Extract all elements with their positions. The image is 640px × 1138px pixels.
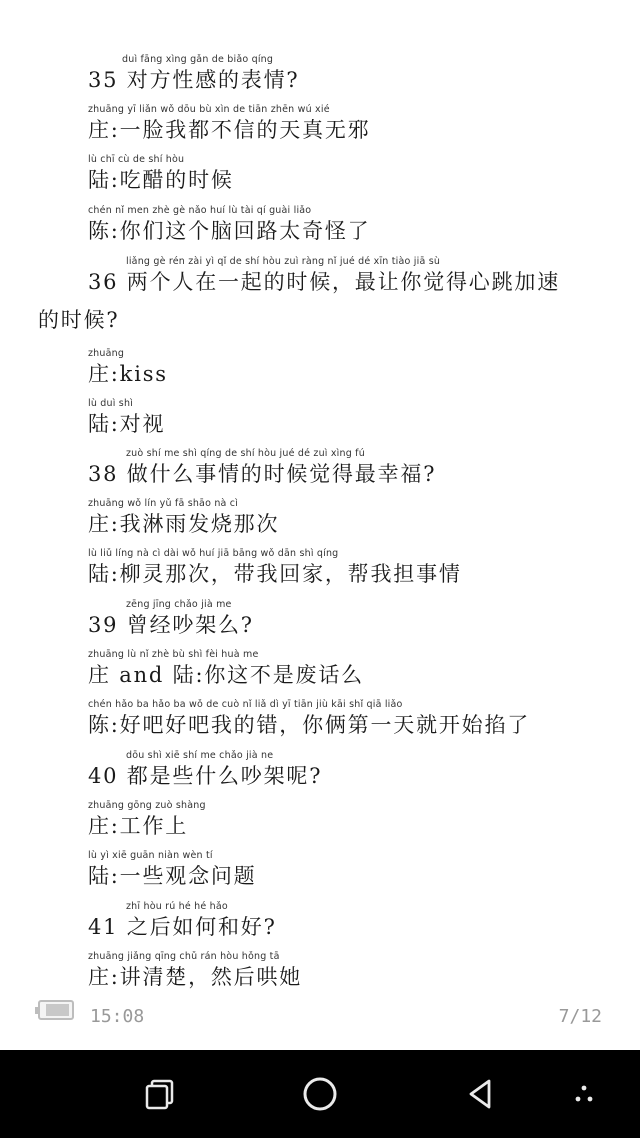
more-button[interactable] (558, 1068, 610, 1120)
pinyin: zhuāng wǒ lín yǔ fā shāo nà cì (88, 498, 239, 509)
pinyin: duì fāng xìng gǎn de biǎo qíng (122, 54, 274, 65)
pinyin: zhuāng jiǎng qīng chǔ rán hòu hǒng tā (88, 951, 280, 962)
text-line (88, 498, 279, 538)
text-line (88, 448, 436, 488)
recent-apps-button[interactable] (134, 1068, 186, 1120)
pinyin: lù duì shì (88, 398, 134, 409)
line-text: 陆:柳灵那次，带我回家，帮我担事情 (88, 562, 462, 586)
pinyin (38, 294, 119, 306)
line-text: 庄:kiss (88, 362, 168, 386)
line-text: 庄:我淋雨发烧那次 (88, 512, 280, 536)
line-text: 庄:工作上 (88, 814, 189, 838)
back-button[interactable] (454, 1068, 506, 1120)
pinyin: zhuāng lù nǐ zhè bù shì fèi huà me (88, 649, 259, 660)
text-line (38, 294, 119, 334)
pinyin: dōu shì xiē shí me chǎo jià ne (126, 750, 274, 761)
pinyin: lù liǔ líng nà cì dài wǒ huí jiā bāng wǒ dān shì qíng (88, 548, 339, 559)
line-text: 陈:你们这个脑回路太奇怪了 (88, 219, 371, 243)
text-line (88, 104, 370, 144)
text-line (88, 54, 299, 94)
line-text: 38 做什么事情的时候觉得最幸福? (88, 462, 437, 486)
line-text: 陈:好吧好吧我的错，你俩第一天就开始掐了 (88, 713, 531, 737)
home-button[interactable] (294, 1068, 346, 1120)
clock-time: 15:08 (90, 1006, 145, 1027)
line-text: 41 之后如何和好? (88, 915, 277, 939)
line-text: 40 都是些什么吵架呢? (88, 764, 323, 788)
line-text: 庄 and 陆:你这不是废话么 (88, 663, 364, 687)
text-line (88, 951, 302, 991)
navigation-bar (0, 1050, 640, 1138)
text-line (88, 699, 530, 739)
recent-apps-icon (143, 1077, 177, 1111)
pinyin: lù yì xiē guān niàn wèn tí (88, 850, 213, 861)
home-icon (300, 1074, 340, 1114)
pinyin: zhuāng gōng zuò shàng (88, 800, 206, 811)
text-line (88, 901, 277, 941)
line-text: 39 曾经吵架么? (88, 613, 254, 637)
text-line (88, 599, 254, 639)
pinyin: zuò shí me shì qíng de shí hòu jué dé zuì xìng fú (126, 448, 365, 459)
pinyin: liǎng gè rén zài yì qǐ de shí hòu zuì ràng nǐ jué dé xīn tiào jiā sù (126, 256, 441, 267)
text-line (88, 205, 370, 245)
pinyin: chén nǐ men zhè gè nǎo huí lù tài qí guài liǎo (88, 205, 312, 216)
text-line (88, 154, 234, 194)
more-icon (569, 1079, 599, 1109)
line-text: 的时候? (38, 308, 120, 332)
text-line (88, 649, 364, 689)
line-text: 35 对方性感的表情? (88, 68, 300, 92)
line-text: 陆:对视 (88, 412, 166, 436)
text-line (88, 548, 462, 588)
back-icon (462, 1076, 498, 1112)
text-line (88, 348, 168, 388)
text-line (88, 750, 322, 790)
line-text: 庄:讲清楚，然后哄她 (88, 965, 303, 989)
battery-icon (38, 1000, 74, 1020)
text-line (88, 800, 206, 840)
text-line (88, 398, 165, 438)
line-text: 36 两个人在一起的时候，最让你觉得心跳加速 (88, 270, 560, 294)
pinyin: zhī hòu rú hé hé hǎo (126, 901, 228, 912)
line-text: 庄:一脸我都不信的天真无邪 (88, 118, 371, 142)
text-line (88, 256, 560, 296)
pinyin: lù chī cù de shí hòu (88, 154, 185, 165)
pinyin: zhuāng yī liǎn wǒ dōu bù xìn de tiān zhēn wú xié (88, 104, 330, 115)
line-text: 陆:一些观念问题 (88, 864, 257, 888)
page-indicator: 7/12 (558, 1006, 602, 1027)
pinyin: chén hǎo ba hǎo ba wǒ de cuò nǐ liǎ dì yī tiān jiù kāi shǐ qiā liǎo (88, 699, 403, 710)
text-line (88, 850, 256, 890)
line-text: 陆:吃醋的时候 (88, 168, 234, 192)
pinyin: zhuāng (88, 348, 125, 359)
pinyin: zēng jīng chǎo jià me (126, 599, 232, 610)
